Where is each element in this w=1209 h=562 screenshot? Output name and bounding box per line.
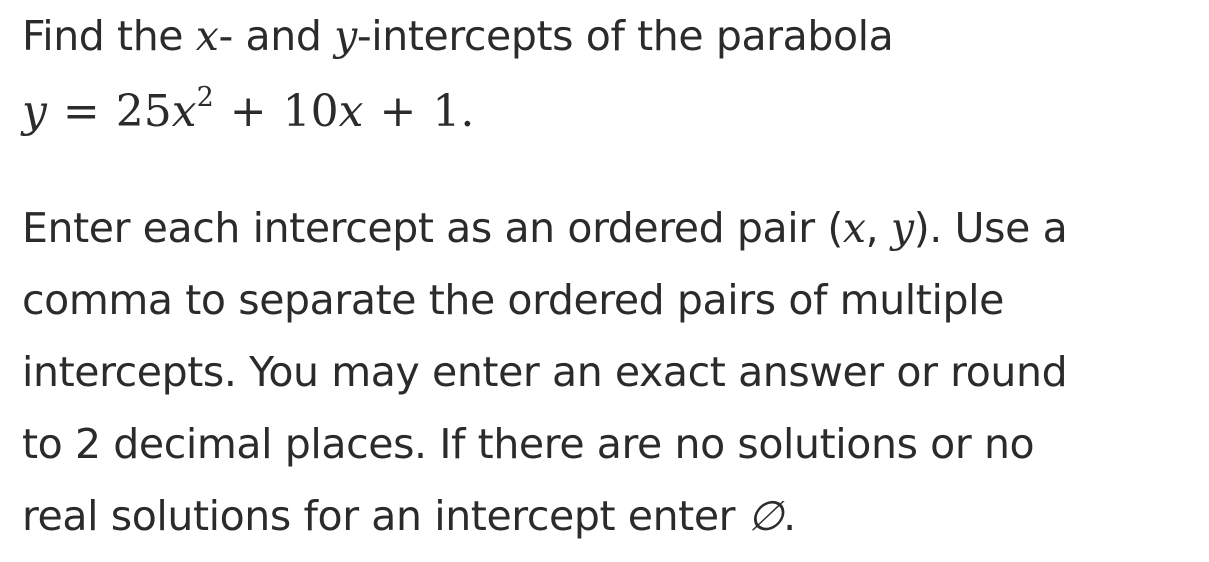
question-text: - and — [218, 12, 335, 60]
coefficient: 25 — [115, 86, 172, 137]
variable-x: x — [338, 86, 364, 137]
question-text: Find the — [22, 12, 196, 60]
variable-y: y — [334, 12, 357, 60]
equals-sign: = — [62, 86, 100, 137]
variable-x: x — [171, 86, 197, 137]
coefficient: 10 — [282, 86, 339, 137]
parabola-equation — [22, 82, 475, 137]
constant-term: 1. — [432, 86, 475, 137]
instruction-line — [22, 348, 1067, 396]
instruction-text: . — [783, 492, 796, 540]
question-line — [22, 12, 893, 60]
question-text: -intercepts of the parabola — [356, 12, 894, 60]
exponent: 2 — [196, 82, 214, 113]
variable-y: y — [890, 204, 914, 252]
instruction-text: comma to separate the ordered pairs of multiple — [22, 276, 1004, 324]
instruction-text: to 2 decimal places. If there are no solutions or no — [22, 420, 1035, 468]
variable-x: x — [842, 204, 866, 252]
equation-lhs: y — [22, 86, 47, 137]
instruction-line — [22, 204, 1067, 252]
variable-x: x — [195, 12, 219, 60]
instruction-text: Enter each intercept as an ordered pair ( — [22, 204, 843, 252]
instruction-text: ). Use a — [913, 204, 1068, 252]
instruction-line — [22, 492, 796, 540]
instruction-line — [22, 420, 1034, 468]
instruction-line — [22, 276, 1004, 324]
instruction-text: intercepts. You may enter an exact answer or round — [22, 348, 1068, 396]
plus-sign: + — [229, 86, 267, 137]
instruction-text: real solutions for an intercept enter — [22, 492, 748, 540]
plus-sign: + — [379, 86, 417, 137]
instruction-text: , — [865, 204, 891, 252]
empty-set-symbol: ∅ — [747, 492, 784, 540]
